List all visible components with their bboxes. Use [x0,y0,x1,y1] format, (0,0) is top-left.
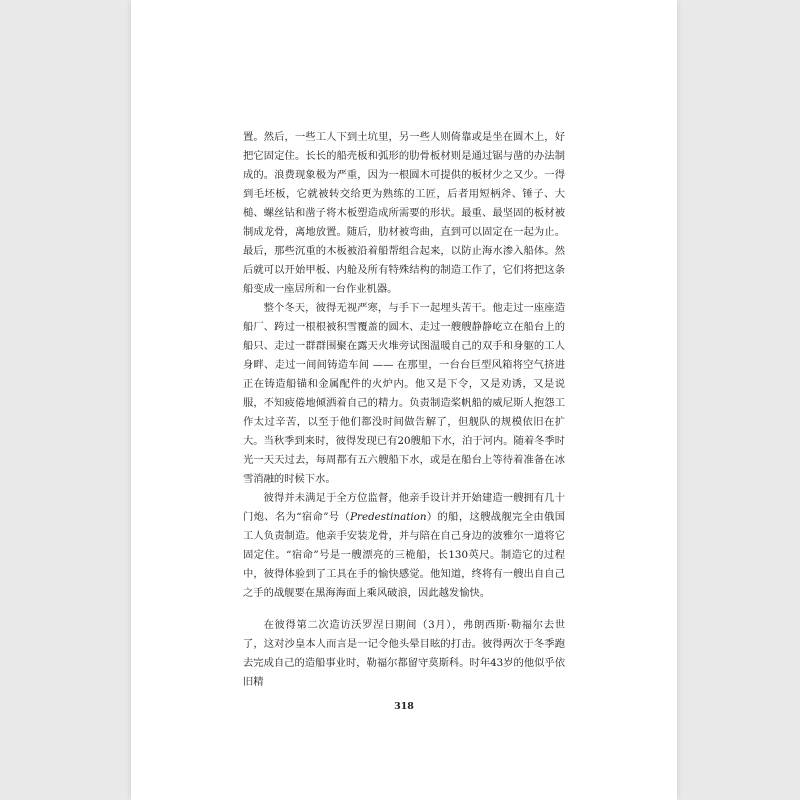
body-text [243,128,565,692]
ship-name-italic: Predestination [350,511,427,523]
paragraph-winter-work: 整个冬天，彼得无视严寒，与手下一起埋头苦干。他走过一座座造船厂、跨过一根根被积雪覆盖的圆木、走过一艘艘静静屹立在船台上的船只、走过一群群围聚在露天火堆旁试图温暖自己的双手和身躯的工人身畔、走过一间间铸造车间 —— 在那里，一台台巨型风箱将空气挤进正在铸造船锚和金属配件的火炉内。他又是下令，又是劝诱，又是说服，不知疲倦地倾洒着自己的精力。负责制造桨帆船的威尼斯人抱怨工作太过辛苦，以至于他们都没时间做告解了，但舰队的规模依旧在扩大。当秋季到来时，彼得发现已有20艘船下水，泊于河内。随着冬季时光一天天过去，每周都有五六艘船下水，或是在船台上等待着准备在冰雪消融的时候下水。 [243,302,566,485]
paragraph-predestination-after: ）的船，这艘战舰完全由俄国工人负责制造。他亲手安装龙骨，并与陪在自己身边的波雅尔一道将它固定住。“宿命”号是一艘漂亮的三桅船，长130英尺。制造它的过程中，彼得体验到了工具在手的愉快感觉。他知道，终将有一艘出自自己之手的战舰要在黑海海面上乘风破浪，因此越发愉快。 [243,511,566,599]
paragraph-continued: 置。然后，一些工人下到土坑里，另一些人则倚靠或是坐在圆木上，好把它固定住。长长的船壳板和弧形的肋骨板材则是通过锯与凿的办法制成的。浪费现象极为严重，因为一根圆木可提供的板材少之又少。一得到毛坯板，它就被转交给更为熟练的工匠，后者用短柄斧、锤子、大槌、螺丝钻和凿子将木板塑造成所需要的形状。最重、最坚固的板材被制成龙骨，离地放置。随后，肋材被弯曲，直到可以固定在一起为止。最后，那些沉重的木板被沿着船帮组合起来，以防止海水渗入船体。然后就可以开始甲板、内舱及所有特殊结构的制造工作了，它们将把这条船变成一座居所和一台作业机器。 [243,131,565,295]
paragraph-predestination [243,489,565,603]
paragraph-predestination-before: 彼得并未满足于全方位监督，他亲手设计并开始建造一艘拥有几十门炮、名为“宿命”号（ [243,492,565,523]
paragraph-lefort: 在彼得第二次造访沃罗涅日期间（3月），弗朗西斯·勒福尔去世了，这对沙皇本人而言是一记令他头晕目眩的打击。彼得两次于冬季跑去完成自己的造船事业时，勒福尔都留守莫斯科。时年43岁的他似乎依旧精 [243,619,566,688]
page-number: 318 [394,701,414,712]
book-page [131,0,677,800]
